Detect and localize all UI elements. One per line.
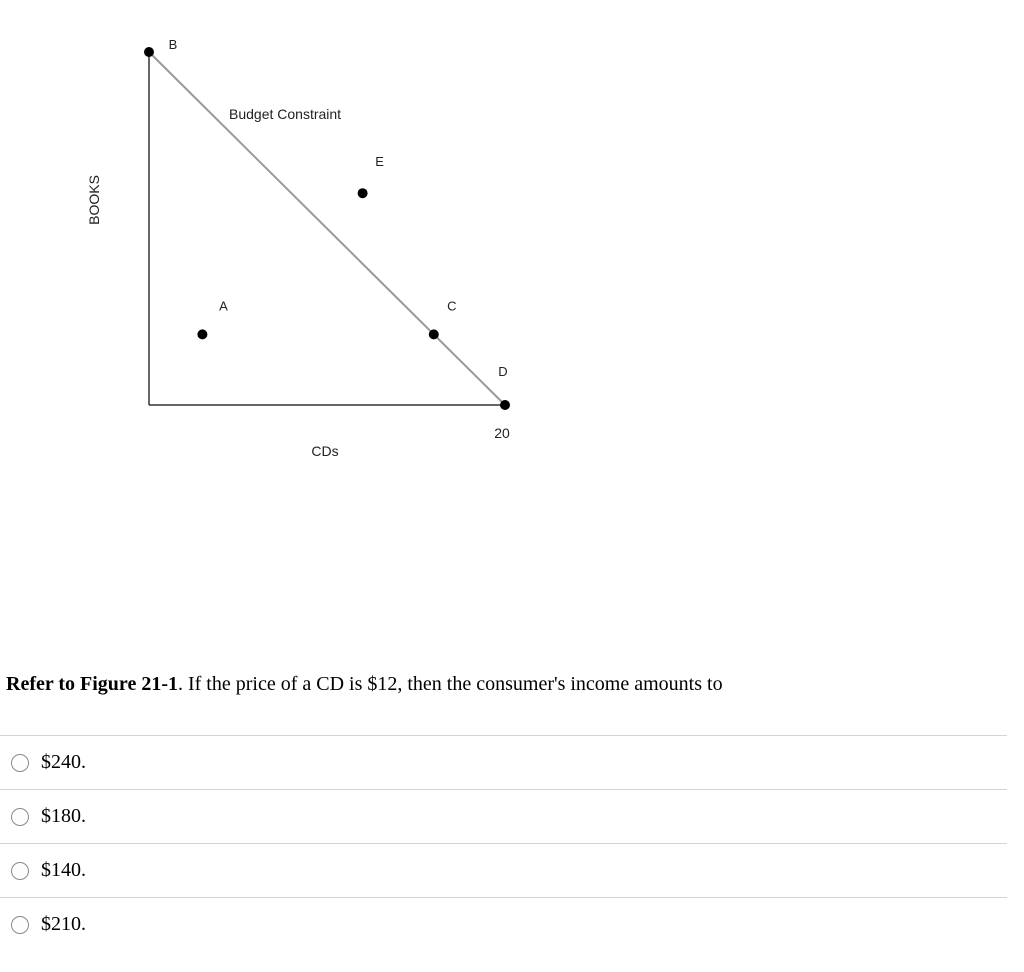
x-tick-label-20: 20	[494, 425, 510, 441]
point-label-e: E	[375, 154, 384, 170]
point-label-d: D	[498, 364, 508, 379]
budget-constraint-label: Budget Constraint	[229, 106, 342, 122]
point-label-a: A	[219, 298, 228, 314]
radio-button[interactable]	[11, 862, 29, 880]
answer-option-label: $180.	[41, 805, 86, 827]
question-text	[6, 673, 1006, 696]
budget-constraint-line	[149, 52, 508, 405]
answer-option[interactable]	[0, 789, 1007, 843]
answer-option-label: $210.	[41, 913, 86, 935]
point-d	[500, 400, 510, 410]
figure-reference: Refer to Figure 21-1	[6, 673, 178, 695]
question-body: . If the price of a CD is $12, then the consumer's income amounts to	[177, 673, 723, 695]
point-a	[197, 329, 207, 339]
radio-button[interactable]	[11, 808, 29, 826]
point-c	[429, 329, 439, 339]
point-label-c: C	[447, 298, 457, 314]
answer-options	[0, 735, 1007, 951]
answer-option-label: $240.	[41, 751, 86, 773]
data-points	[144, 37, 510, 410]
radio-button[interactable]	[11, 754, 29, 772]
x-axis-label: CDs	[311, 443, 339, 459]
answer-option-label: $140.	[41, 859, 86, 881]
y-axis-label: BOOKS	[86, 175, 102, 225]
answer-option[interactable]	[0, 843, 1007, 897]
answer-option[interactable]	[0, 897, 1007, 951]
point-e	[358, 188, 368, 198]
point-label-b: B	[168, 37, 178, 52]
answer-option[interactable]	[0, 735, 1007, 789]
point-b	[144, 47, 154, 57]
radio-button[interactable]	[11, 916, 29, 934]
